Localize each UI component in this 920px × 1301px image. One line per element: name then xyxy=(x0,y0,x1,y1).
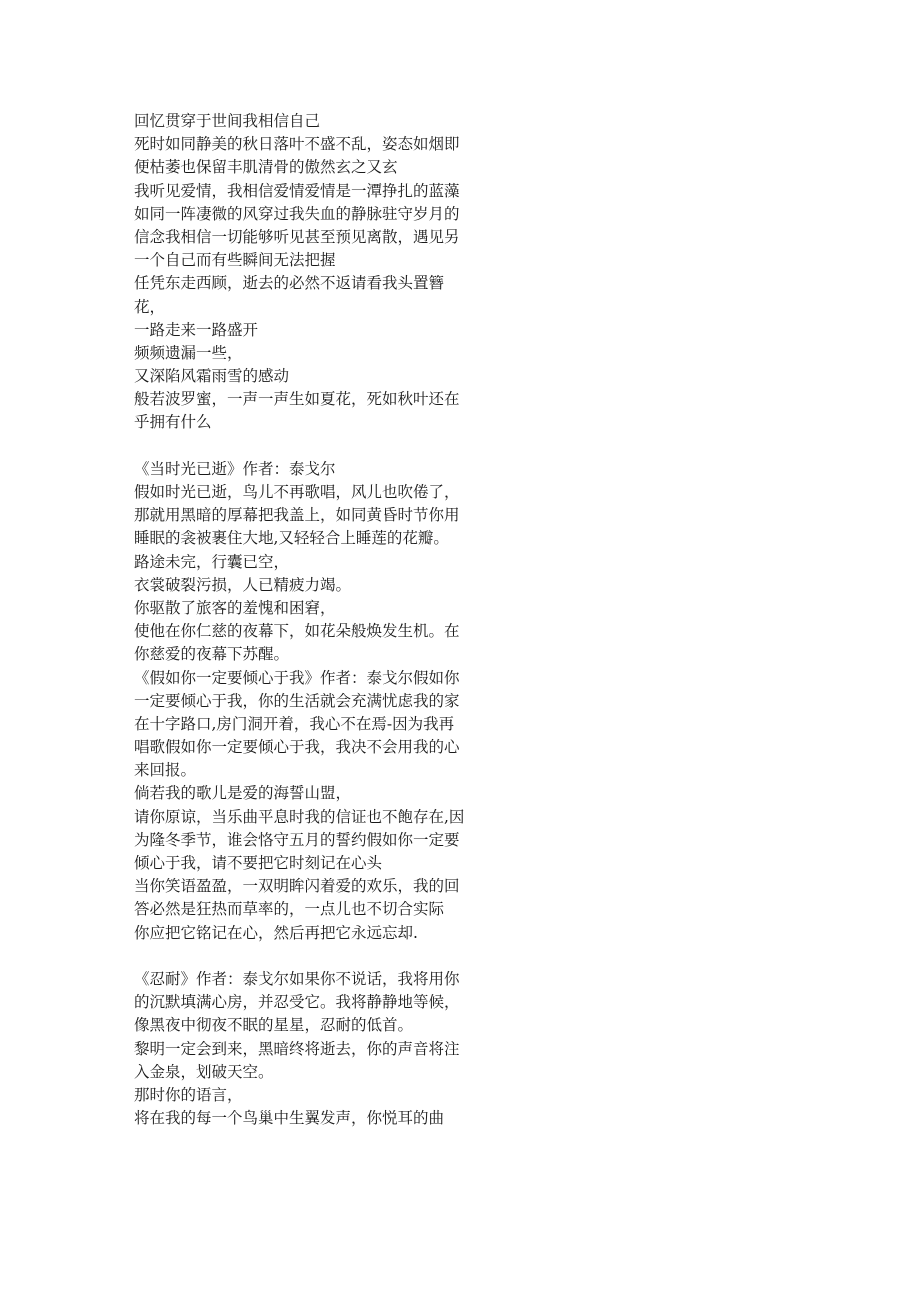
blank-line xyxy=(134,945,474,968)
text-line: 入金泉，划破天空。 xyxy=(134,1062,274,1081)
text-line: 便枯萎也保留丰肌清骨的傲然玄之又玄 xyxy=(134,158,398,177)
text-line: 来回报。 xyxy=(134,761,197,780)
text-line: 又深陷风霜雨雪的感动 xyxy=(134,367,290,386)
text-line: 你慈爱的夜幕下苏醒。 xyxy=(134,645,290,664)
text-line: 《忍耐》作者：泰戈尔如果你不说话，我将用你 xyxy=(134,969,460,988)
text-line: 乎拥有什么 xyxy=(134,413,212,432)
text-line: 倾心于我，请不要把它时刻记在心头 xyxy=(134,854,383,872)
text-line: 使他在你仁慈的夜幕下，如花朵般焕发生机。在 xyxy=(134,622,460,641)
text-line: 你应把它铭记在心，然后再把它永远忘却. xyxy=(134,923,418,942)
text-line: 衣裳破裂污损，人已精疲力竭。 xyxy=(134,575,352,594)
text-line: 死时如同静美的秋日落叶不盛不乱，姿态如烟即 xyxy=(134,135,460,154)
text-line: 在十字路口,房门洞开着，我心不在焉-因为我再 xyxy=(134,714,455,733)
text-line: 睡眠的衾被裹住大地,又轻轻合上睡莲的花瓣。 xyxy=(134,529,449,548)
text-line: 那时你的语言， xyxy=(134,1085,243,1104)
text-line: 一个自己而有些瞬间无法把握 xyxy=(134,251,336,270)
text-line: 《当时光已逝》作者：泰戈尔 xyxy=(134,459,336,478)
text-line: 黎明一定会到来，黑暗终将逝去，你的声音将注 xyxy=(134,1039,460,1058)
text-line: 般若波罗蜜，一声一声生如夏花，死如秋叶还在 xyxy=(134,390,460,409)
text-line: 一定要倾心于我，你的生活就会充满忧虑我的家 xyxy=(134,691,460,710)
text-line: 假如时光已逝，鸟儿不再歌唱，风儿也吹倦了， xyxy=(134,483,460,501)
text-line: 如同一阵凄微的风穿过我失血的静脉驻守岁月的 xyxy=(134,204,460,223)
text-line: 像黑夜中彻夜不眠的星星，忍耐的低首。 xyxy=(134,1016,414,1035)
text-line: 那就用黑暗的厚幕把我盖上，如同黄昏时节你用 xyxy=(134,506,460,525)
text-line: 当你笑语盈盈，一双明眸闪着爱的欢乐，我的回 xyxy=(134,877,460,896)
text-line: 花， xyxy=(134,297,166,316)
blank-line xyxy=(134,435,474,458)
text-line: 信念我相信一切能够听见甚至预见离散，遇见另 xyxy=(134,227,460,246)
text-line: 的沉默填满心房，并忍受它。我将静静地等候， xyxy=(134,993,460,1012)
text-line: 任凭东走西顾，逝去的必然不返请看我头置簪 xyxy=(134,274,445,293)
text-line: 《假如你一定要倾心于我》作者：泰戈尔假如你 xyxy=(134,668,460,687)
text-line: 请你原谅，当乐曲平息时我的信证也不飽存在,因 xyxy=(134,807,465,826)
text-line: 路途未完，行囊已空， xyxy=(134,552,290,571)
text-line: 唱歌假如你一定要倾心于我，我决不会用我的心 xyxy=(134,738,460,757)
text-line: 你驱散了旅客的羞愧和困窘， xyxy=(134,598,336,617)
text-line: 答必然是狂热而草率的，一点儿也不切合实际 xyxy=(134,900,445,919)
text-line: 一路走来一路盛开 xyxy=(134,320,259,339)
text-line: 我听见爱情，我相信爱情爱情是一潭挣扎的蓝藻 xyxy=(134,181,460,200)
text-line: 倘若我的歌儿是爱的海誓山盟， xyxy=(134,784,352,803)
poem-text-block xyxy=(134,110,474,1130)
text-line: 回忆贯穿于世间我相信自己 xyxy=(134,112,321,130)
text-line: 为隆冬季节，谁会恪守五月的誓约假如你一定要 xyxy=(134,830,460,849)
text-line: 频频遗漏一些， xyxy=(134,343,243,362)
text-line: 将在我的每一个鸟巢中生翼发声，你悦耳的曲 xyxy=(134,1109,445,1128)
